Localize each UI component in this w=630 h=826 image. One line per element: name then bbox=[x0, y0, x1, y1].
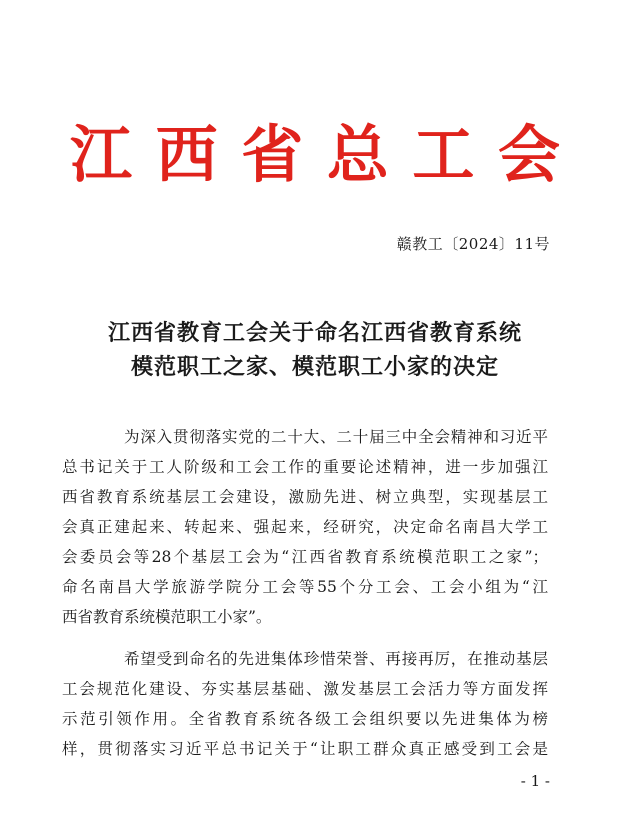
letterhead-char: 工 bbox=[412, 118, 475, 191]
text-line: 会真正建起来、转起来、强起来，经研究，决定命名南昌大学工 bbox=[62, 518, 548, 536]
letterhead-char: 总 bbox=[326, 118, 389, 191]
letterhead-char: 会 bbox=[497, 118, 560, 191]
text-line: 总书记关于工人阶级和工会工作的重要论述精神，进一步加强江 bbox=[62, 458, 548, 476]
text-line: 为深入贯彻落实党的二十大、二十届三中全会精神和习近平 bbox=[124, 428, 548, 446]
letterhead-char: 西 bbox=[155, 118, 218, 191]
document-body bbox=[62, 422, 548, 764]
org-letterhead bbox=[70, 118, 560, 192]
letterhead-char: 省 bbox=[241, 118, 304, 191]
letterhead-char: 江 bbox=[70, 118, 133, 191]
document-number: 赣教工〔2024〕11号 bbox=[396, 235, 550, 253]
text-line: 会委员会等28个基层工会为“江西省教育系统模范职工之家”； bbox=[62, 548, 548, 566]
text-line: 西省教育系统模范职工小家”。 bbox=[62, 608, 272, 626]
document-title bbox=[60, 316, 570, 384]
page-number: - 1 - bbox=[520, 772, 550, 790]
paragraph-2 bbox=[62, 644, 548, 764]
title-line-2: 模范职工之家、模范职工小家的决定 bbox=[130, 354, 499, 380]
title-line-1: 江西省教育工会关于命名江西省教育系统 bbox=[107, 320, 522, 346]
text-line: 西省教育系统基层工会建设，激励先进、树立典型，实现基层工 bbox=[62, 488, 548, 506]
text-line: 示范引领作用。全省教育系统各级工会组织要以先进集体为榜 bbox=[62, 710, 548, 728]
text-line: 工会规范化建设、夯实基层基础、激发基层工会活力等方面发挥 bbox=[62, 680, 548, 698]
text-line: 希望受到命名的先进集体珍惜荣誉、再接再厉，在推动基层 bbox=[124, 650, 548, 668]
text-line: 样，贯彻落实习近平总书记关于“让职工群众真正感受到工会是 bbox=[62, 740, 548, 758]
paragraph-1 bbox=[62, 422, 548, 632]
text-line: 命名南昌大学旅游学院分工会等55个分工会、工会小组为“江 bbox=[62, 578, 548, 596]
